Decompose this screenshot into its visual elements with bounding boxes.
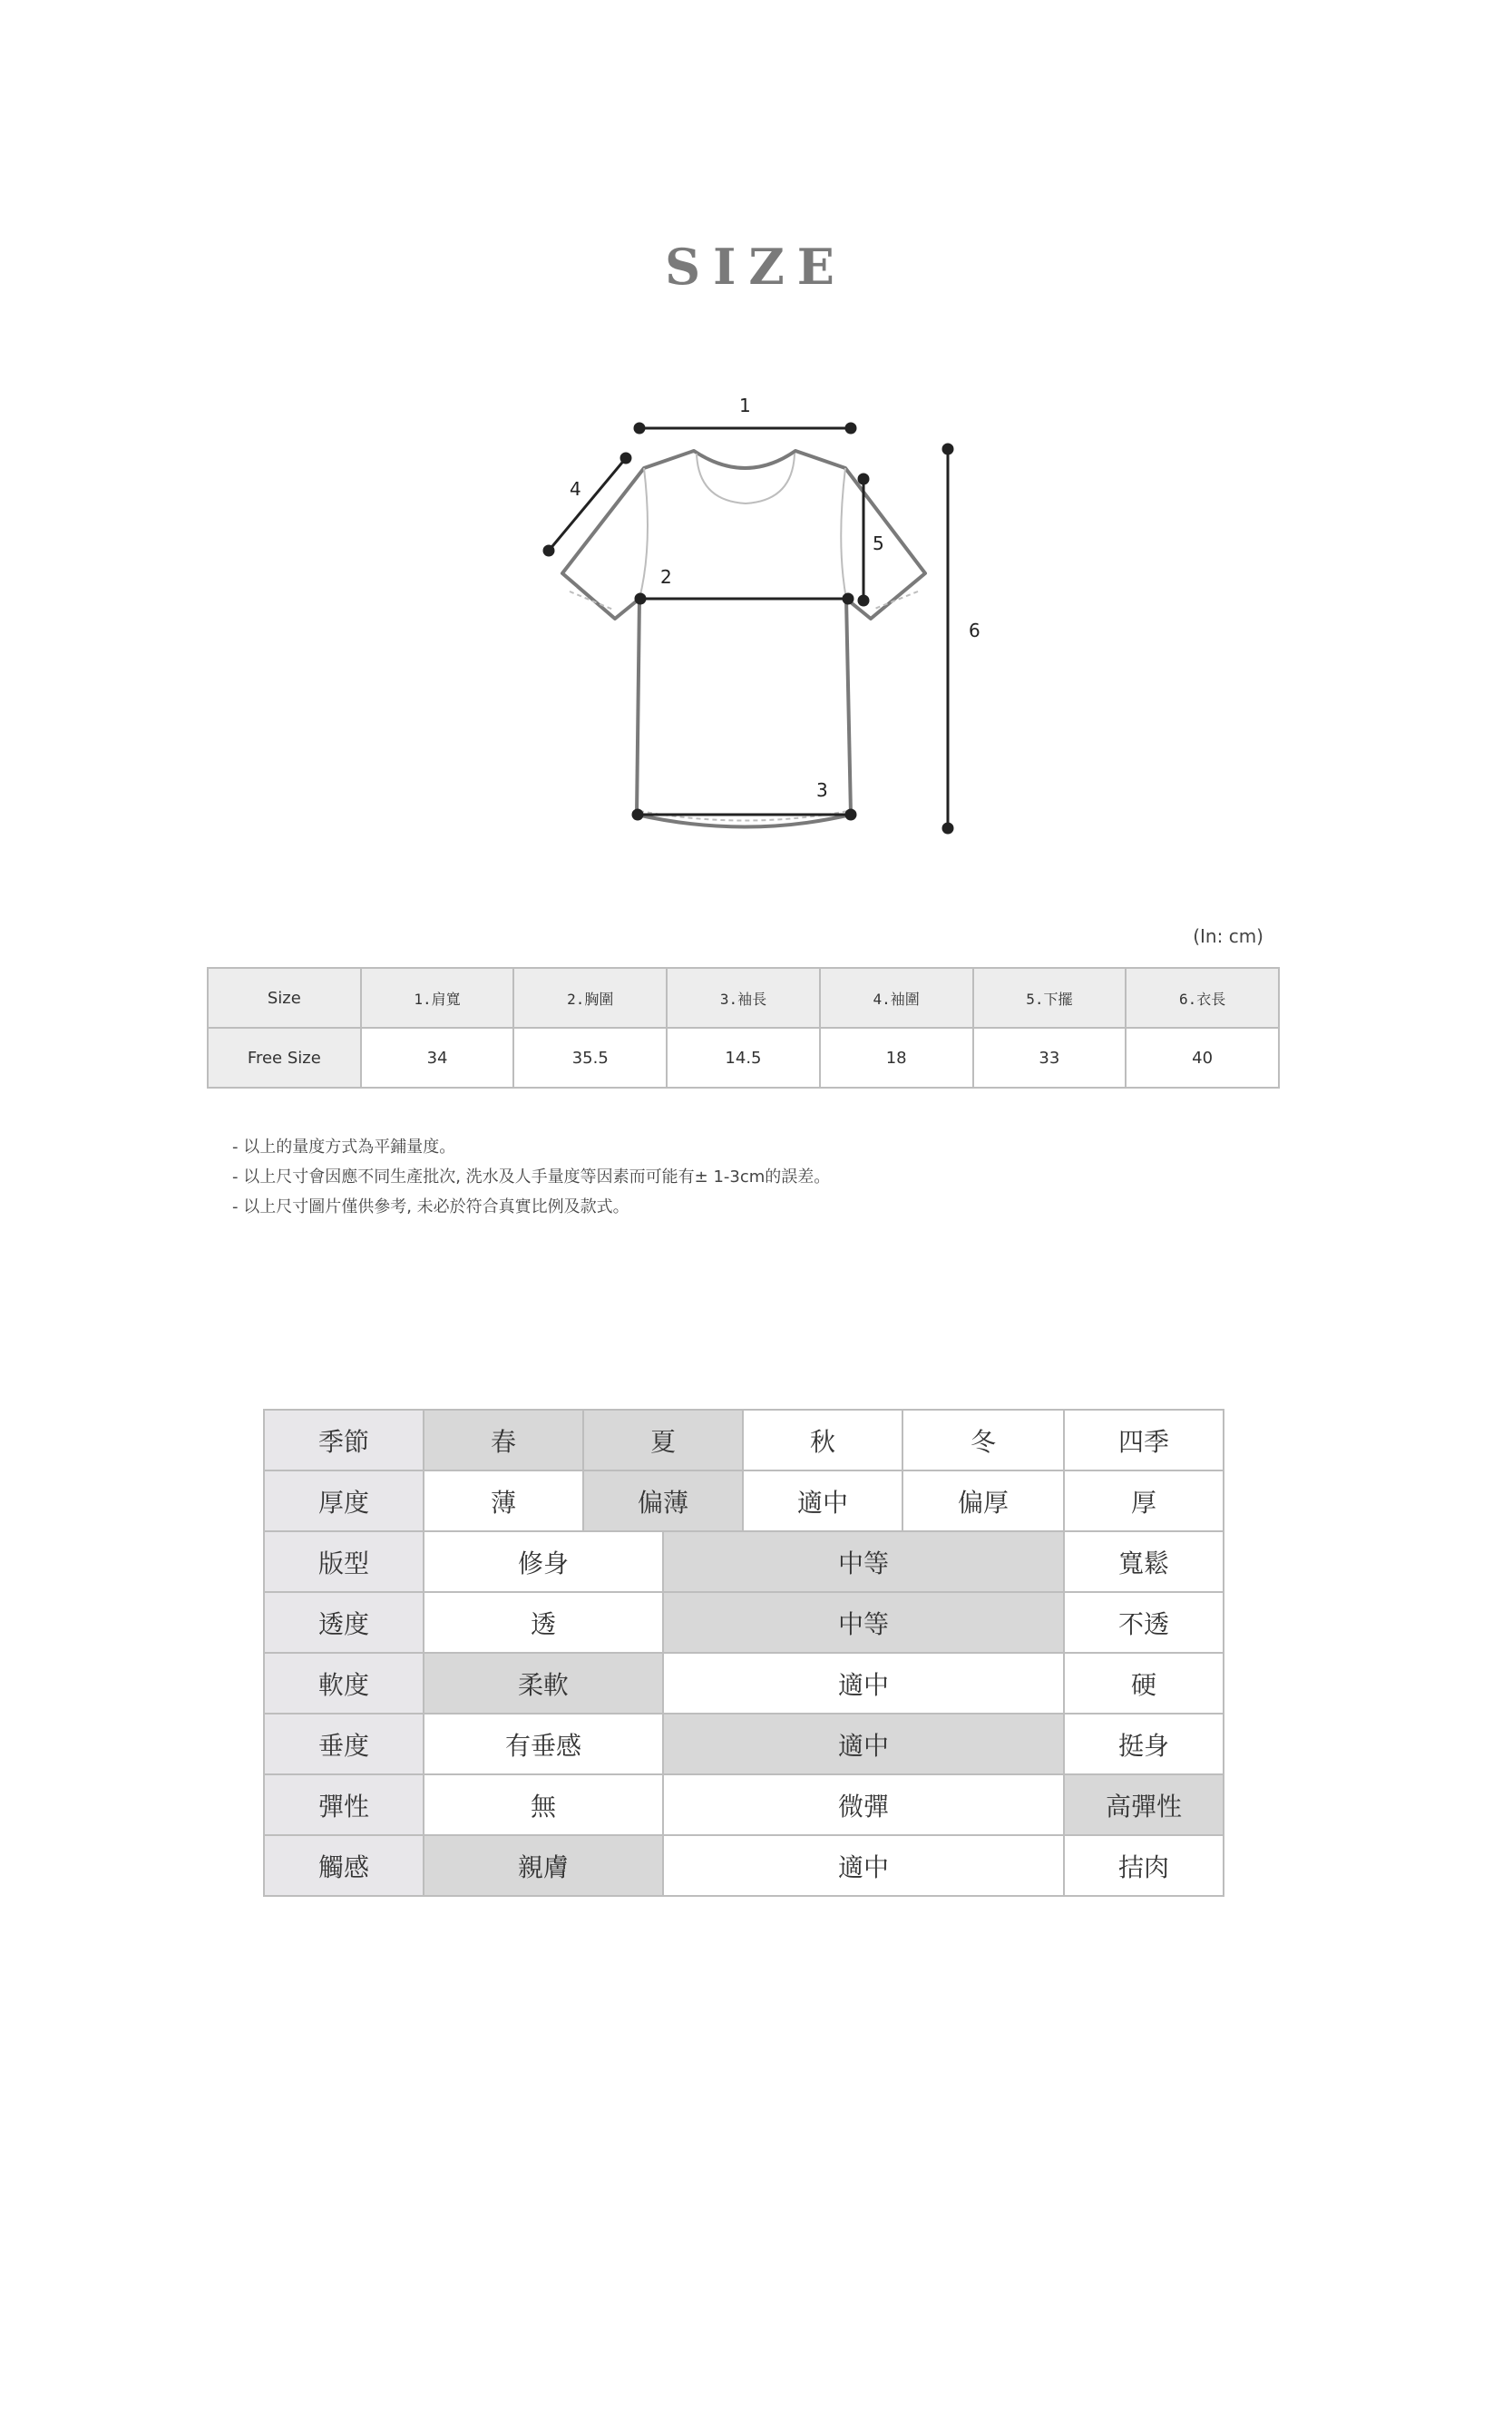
- fabric-row-label: 彈性: [264, 1774, 424, 1835]
- diagram-label-6: 6: [969, 620, 980, 641]
- fabric-option-cell: 有垂感: [424, 1714, 663, 1774]
- size-table-cell: 14.5: [667, 1028, 820, 1088]
- size-table-cell: 35.5: [513, 1028, 667, 1088]
- size-table-cell: 34: [361, 1028, 514, 1088]
- size-table-header-row: [208, 968, 1279, 1028]
- fabric-option-cell: 夏: [583, 1410, 743, 1470]
- fabric-row-label: 軟度: [264, 1653, 424, 1714]
- diagram-label-4: 4: [570, 478, 581, 500]
- fabric-row: [264, 1531, 1224, 1592]
- size-table-header: Size: [208, 968, 361, 1028]
- fabric-option-cell: 偏薄: [583, 1470, 743, 1531]
- diagram-label-1: 1: [739, 395, 751, 416]
- size-table-cell: 18: [820, 1028, 973, 1088]
- fabric-row: [264, 1653, 1224, 1714]
- fabric-row-label: 版型: [264, 1531, 424, 1592]
- note-line: - 以上尺寸圖片僅供參考, 未必於符合真實比例及款式。: [232, 1197, 629, 1216]
- page-title: SIZE: [665, 238, 847, 296]
- diagram-label-5: 5: [873, 532, 884, 554]
- fabric-option-cell: 適中: [743, 1470, 902, 1531]
- fabric-option-cell: 不透: [1064, 1592, 1224, 1653]
- fabric-row: [264, 1714, 1224, 1774]
- tshirt-outline: [562, 451, 925, 827]
- fabric-option-cell: 偏厚: [902, 1470, 1064, 1531]
- note-line: - 以上的量度方式為平鋪量度。: [232, 1138, 456, 1157]
- diagram-label-2: 2: [660, 566, 672, 588]
- fabric-option-cell: 中等: [663, 1531, 1064, 1592]
- fabric-option-cell: 微彈: [663, 1774, 1064, 1835]
- fabric-option-cell: 中等: [663, 1592, 1064, 1653]
- measurement-notes: [232, 1132, 830, 1222]
- size-table-header: 6.衣長: [1126, 968, 1279, 1028]
- fabric-option-cell: 挺身: [1064, 1714, 1224, 1774]
- size-table-header: 2.胸圍: [513, 968, 667, 1028]
- fabric-option-cell: 無: [424, 1774, 663, 1835]
- fabric-properties-table: [263, 1409, 1224, 1897]
- fabric-option-cell: 柔軟: [424, 1653, 663, 1714]
- size-table-cell: 40: [1126, 1028, 1279, 1088]
- tshirt-measurement-diagram: [508, 381, 1016, 853]
- size-table-header: 1.肩寬: [361, 968, 514, 1028]
- size-table-header: 4.袖圍: [820, 968, 973, 1028]
- fabric-row: [264, 1470, 1224, 1531]
- size-table: [207, 967, 1280, 1089]
- size-table-header: 3.袖長: [667, 968, 820, 1028]
- fabric-option-cell: 適中: [663, 1714, 1064, 1774]
- size-table-header: 5.下擺: [973, 968, 1127, 1028]
- fabric-option-cell: 適中: [663, 1835, 1064, 1896]
- note-line: - 以上尺寸會因應不同生產批次, 洗水及人手量度等因素而可能有± 1-3cm的誤差。: [232, 1167, 831, 1187]
- fabric-row: [264, 1592, 1224, 1653]
- fabric-option-cell: 厚: [1064, 1470, 1224, 1531]
- fabric-option-cell: 修身: [424, 1531, 663, 1592]
- fabric-option-cell: 硬: [1064, 1653, 1224, 1714]
- fabric-row-label: 季節: [264, 1410, 424, 1470]
- fabric-row: [264, 1835, 1224, 1896]
- fabric-row-label: 垂度: [264, 1714, 424, 1774]
- fabric-option-cell: 冬: [902, 1410, 1064, 1470]
- fabric-row-label: 透度: [264, 1592, 424, 1653]
- fabric-option-cell: 透: [424, 1592, 663, 1653]
- fabric-option-cell: 薄: [424, 1470, 583, 1531]
- fabric-option-cell: 高彈性: [1064, 1774, 1224, 1835]
- fabric-row-label: 厚度: [264, 1470, 424, 1531]
- diagram-label-3: 3: [816, 779, 828, 801]
- fabric-row-label: 觸感: [264, 1835, 424, 1896]
- fabric-option-cell: 寬鬆: [1064, 1531, 1224, 1592]
- fabric-option-cell: 四季: [1064, 1410, 1224, 1470]
- fabric-option-cell: 適中: [663, 1653, 1064, 1714]
- fabric-option-cell: 秋: [743, 1410, 902, 1470]
- unit-note: (In: cm): [1193, 925, 1263, 947]
- fabric-option-cell: 親膚: [424, 1835, 663, 1896]
- fabric-row: [264, 1774, 1224, 1835]
- size-table-cell: Free Size: [208, 1028, 361, 1088]
- fabric-option-cell: 拮肉: [1064, 1835, 1224, 1896]
- fabric-row: [264, 1410, 1224, 1470]
- fabric-option-cell: 春: [424, 1410, 583, 1470]
- size-table-row: [208, 1028, 1279, 1088]
- size-table-cell: 33: [973, 1028, 1127, 1088]
